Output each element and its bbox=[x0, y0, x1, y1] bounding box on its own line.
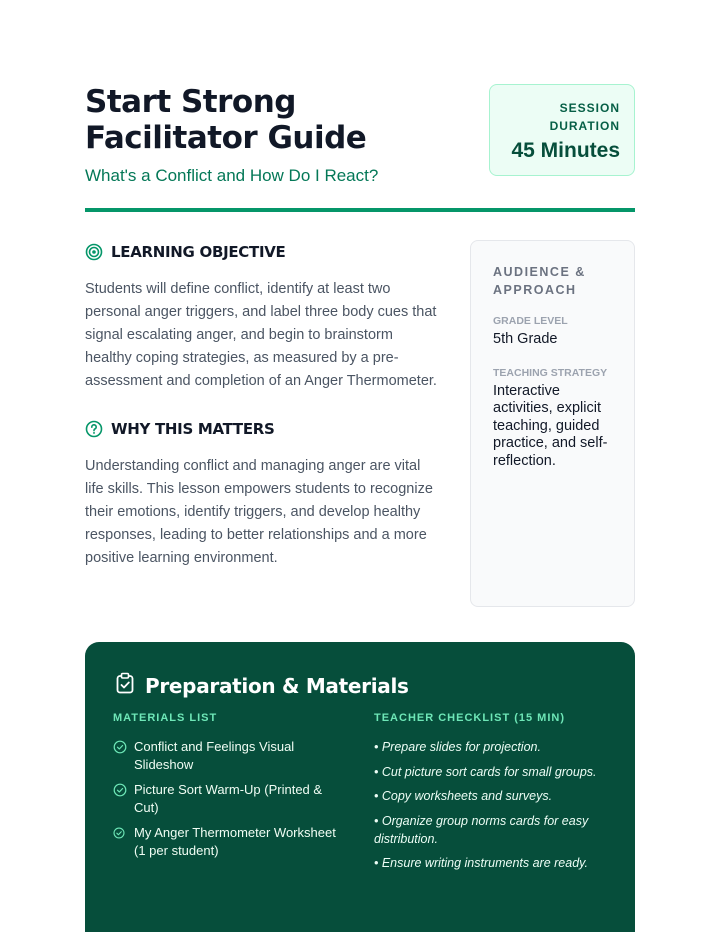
teacher-checklist-title: TEACHER CHECKLIST (15 MIN) bbox=[374, 712, 566, 724]
list-item: • Ensure writing instruments are ready. bbox=[374, 856, 588, 870]
materials-list-title: MATERIALS LIST bbox=[113, 712, 218, 724]
title-block bbox=[85, 84, 465, 186]
grade-level-label: GRADE LEVEL bbox=[493, 315, 568, 327]
header-divider bbox=[85, 208, 635, 212]
why-this-matters-title: WHY THIS MATTERS bbox=[111, 420, 275, 438]
preparation-heading bbox=[115, 672, 409, 699]
page-title: Start Strong Facilitator Guide bbox=[85, 84, 367, 156]
material-label: Picture Sort Warm-Up (Printed & Cut) bbox=[134, 782, 323, 815]
page-header bbox=[85, 84, 635, 186]
list-item: • Prepare slides for projection. bbox=[374, 740, 541, 754]
page-subtitle: What's a Conflict and How Do I React? bbox=[85, 166, 379, 185]
teaching-strategy-value: Interactive activities, explicit teaching, guided practice, and self-reflection. bbox=[493, 382, 608, 469]
header bbox=[85, 84, 635, 186]
learning-objective-text: Students will define conflict, identify at least two personal anger triggers, and label three body cues that signal escalating anger, and begin to brainstorm healthy coping strategies, as measured by a pre-assessment and completion of an Anger Thermometer. bbox=[85, 281, 437, 389]
list-item: • Cut picture sort cards for small groups. bbox=[374, 764, 597, 779]
list-item bbox=[113, 781, 343, 816]
clipboard-check-icon bbox=[115, 672, 135, 699]
why-this-matters-text: Understanding conflict and managing anger are vital life skills. This lesson empowers students to recognize their emotions, identify triggers, and develop healthy responses, leading to better relationships and a more positive learning environment. bbox=[85, 458, 433, 566]
list-item bbox=[113, 738, 343, 773]
learning-objective-heading bbox=[85, 240, 440, 264]
preparation-title: Preparation & Materials bbox=[145, 673, 409, 698]
teacher-checklist bbox=[374, 712, 619, 879]
list-item bbox=[113, 824, 343, 859]
session-duration-card bbox=[489, 84, 635, 176]
why-this-matters-heading bbox=[85, 417, 440, 441]
check-circle-icon bbox=[113, 740, 127, 754]
audience-approach-title: AUDIENCE & APPROACH bbox=[493, 265, 586, 297]
list-item: • Organize group norms cards for easy distribution. bbox=[374, 813, 589, 846]
list-item: • Copy worksheets and surveys. bbox=[374, 789, 553, 803]
materials-list bbox=[113, 712, 343, 867]
check-circle-icon bbox=[113, 826, 127, 840]
session-duration-value: 45 Minutes bbox=[511, 139, 620, 162]
audience-approach-card bbox=[470, 240, 635, 607]
session-duration-label: SESSION DURATION bbox=[549, 101, 620, 133]
target-icon bbox=[85, 243, 103, 261]
teaching-strategy-label: TEACHING STRATEGY bbox=[493, 366, 608, 379]
grade-level-value: 5th Grade bbox=[493, 331, 558, 347]
preparation-materials-panel bbox=[85, 642, 635, 932]
question-circle-icon bbox=[85, 420, 103, 438]
material-label: My Anger Thermometer Worksheet (1 per student) bbox=[134, 825, 336, 858]
material-label: Conflict and Feelings Visual Slideshow bbox=[134, 739, 295, 772]
check-circle-icon bbox=[113, 783, 127, 797]
learning-objective-title: LEARNING OBJECTIVE bbox=[111, 243, 286, 261]
left-column bbox=[85, 240, 440, 570]
